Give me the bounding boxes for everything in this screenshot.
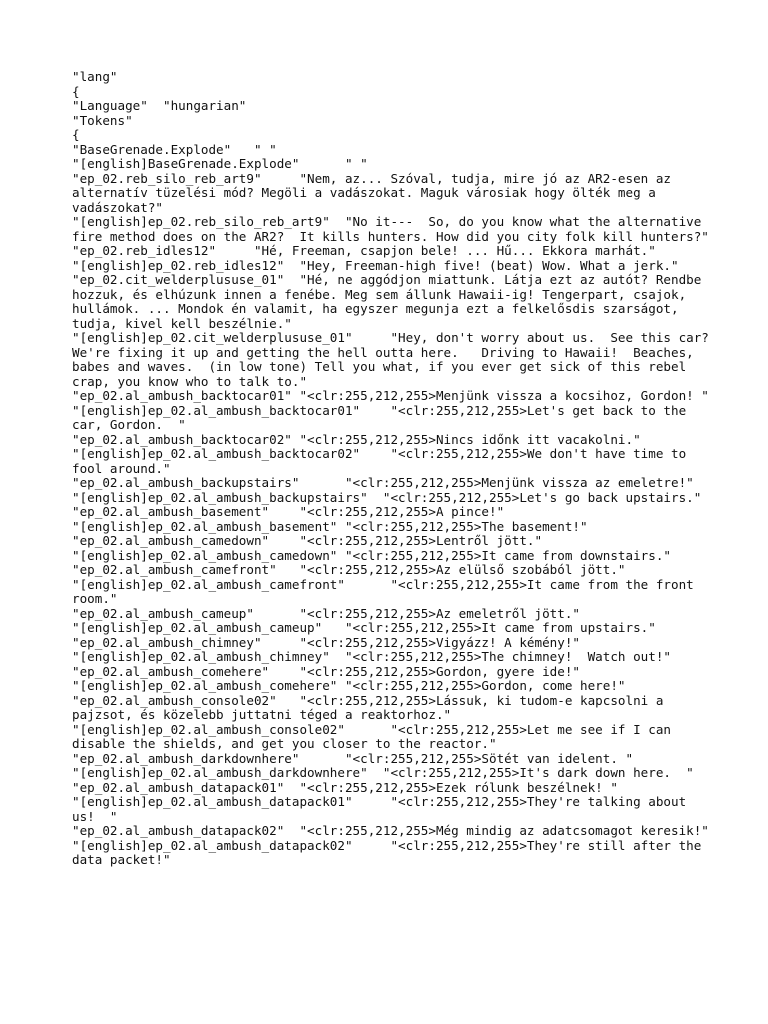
text-line: "[english]ep_02.al_ambush_cameup" "<clr:255,212,255>It came from upstairs." [72, 620, 656, 635]
text-line: "ep_02.al_ambush_cameup" "<clr:255,212,255>Az emeletről jött." [72, 605, 580, 621]
text-line: "[english]ep_02.al_ambush_datapack01" "<clr:255,212,255>They're talking about us! " [72, 794, 694, 824]
text-line: "ep_02.al_ambush_backtocar01" "<clr:255,212,255>Menjünk vissza a kocsihoz, Gordon! " [72, 388, 709, 403]
text-line: "Language" "hungarian" [72, 98, 247, 113]
text-line: "ep_02.al_ambush_camedown" "<clr:255,212,255>Lentről jött." [72, 533, 543, 548]
text-line: "[english]ep_02.al_ambush_backtocar01" "<clr:255,212,255>Let's get back to the car, Gordon. " [72, 402, 694, 432]
text-line: { [72, 127, 80, 142]
text-line: "[english]ep_02.reb_idles12" "Hey, Freeman-high five! (beat) Wow. What a jerk." [72, 257, 679, 273]
text-line: "[english]ep_02.al_ambush_backtocar02" "<clr:255,212,255>We don't have time to fool around." [72, 446, 694, 476]
text-line: "[english]ep_02.cit_welderplususe_01" "Hey, don't worry about us. See this car? We're fixing it up and getting the hell outta here. Driving to Hawaii! Beaches, babes and waves. (in low tone) Tell you what, if you ever get sick of this rebel crap, you know who to talk to." [72, 330, 725, 389]
text-line: { [72, 83, 80, 99]
text-line: "ep_02.reb_idles12" "Hé, Freeman, csapjon bele! ... Hű... Ekkora marhát." [72, 243, 656, 258]
text-line: "ep_02.al_ambush_chimney" "<clr:255,212,255>Vigyázz! A kémény!" [72, 634, 580, 650]
document-text [72, 69, 725, 868]
text-line: "ep_02.al_ambush_camefront" "<clr:255,212,255>Az elülső szobából jött." [72, 562, 626, 577]
text-line: "ep_02.al_ambush_comehere" "<clr:255,212,255>Gordon, gyere ide!" [72, 663, 580, 679]
text-line: "ep_02.al_ambush_datapack01" "<clr:255,212,255>Ezek rólunk beszélnek! " [72, 779, 618, 795]
text-line: "[english]ep_02.al_ambush_basement" "<clr:255,212,255>The basement!" [72, 518, 588, 534]
text-line: "ep_02.al_ambush_console02" "<clr:255,212,255>Lássuk, ki tudom-e kapcsolni a pajzsot, és közelebb juttatni téged a reaktorhoz." [72, 692, 671, 722]
text-line: "Tokens" [72, 112, 133, 128]
text-line: "lang" [72, 69, 118, 84]
text-line: "BaseGrenade.Explode" " " [72, 141, 277, 157]
text-line: "ep_02.reb_silo_reb_art9" "Nem, az... Szóval, tudja, mire jó az AR2-esen az alternatív tüzelési mód? Megöli a vadászokat. Maguk városiak hogy ölték meg a vadászokat?" [72, 170, 679, 215]
text-line: "[english]ep_02.al_ambush_camefront" "<clr:255,212,255>It came from the front room." [72, 576, 702, 606]
text-line: "[english]BaseGrenade.Explode" " " [72, 156, 368, 171]
text-line: "[english]ep_02.reb_silo_reb_art9" "No it--- So, do you know what the alternative fire method does on the AR2? It kills hunters. How did you city folk kill hunters?" [72, 214, 709, 244]
text-line: "ep_02.al_ambush_darkdownhere" "<clr:255,212,255>Sötét van idelent. " [72, 750, 634, 766]
text-line: "[english]ep_02.al_ambush_datapack02" "<clr:255,212,255>They're still after the data packet!" [72, 837, 709, 867]
text-line: "[english]ep_02.al_ambush_darkdownhere" "<clr:255,212,255>It's dark down here. " [72, 765, 694, 780]
text-line: "ep_02.al_ambush_datapack02" "<clr:255,212,255>Még mindig az adatcsomagot keresik!" [72, 823, 709, 838]
text-line: "ep_02.al_ambush_backupstairs" "<clr:255,212,255>Menjünk vissza az emeletre!" [72, 475, 694, 490]
text-line: "[english]ep_02.al_ambush_chimney" "<clr:255,212,255>The chimney! Watch out!" [72, 649, 671, 664]
text-line: "ep_02.al_ambush_backtocar02" "<clr:255,212,255>Nincs időnk itt vacakolni." [72, 431, 641, 447]
text-line: "[english]ep_02.al_ambush_console02" "<clr:255,212,255>Let me see if I can disable the shields, and get you closer to the reactor." [72, 721, 679, 751]
text-line: "ep_02.al_ambush_basement" "<clr:255,212,255>A pince!" [72, 504, 505, 519]
text-line: "[english]ep_02.al_ambush_backupstairs" "<clr:255,212,255>Let's go back upstairs." [72, 489, 702, 505]
text-line: "[english]ep_02.al_ambush_camedown" "<clr:255,212,255>It came from downstairs." [72, 547, 671, 563]
text-line: "[english]ep_02.al_ambush_comehere" "<clr:255,212,255>Gordon, come here!" [72, 678, 626, 693]
text-line: "ep_02.cit_welderplususe_01" "Hé, ne aggódjon miattunk. Látja ezt az autót? Rendbe hozzuk, és elhúzunk innen a fenébe. Meg sem állunk Hawaii-ig! Tengerpart, csajok, hullámok. ... Mondok én valamit, ha egyszer megunja ezt a felkelősdis szarságot, tudja, kivel kell beszélnie." [72, 272, 709, 331]
